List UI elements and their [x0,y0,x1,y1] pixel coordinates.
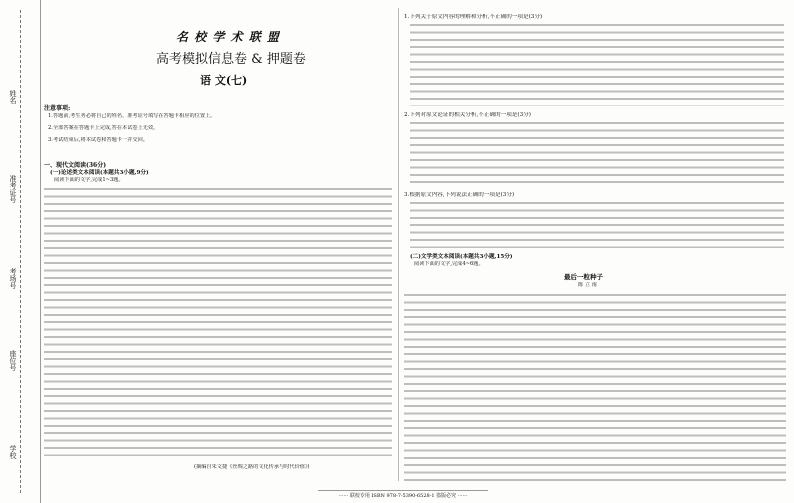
section2-sub: (二)文学类文本阅读(本题共3小题,15分) [410,254,513,260]
footer-publisher: ······ 联校专用 ISBN 978-7-5390-6528-1 盗版必究 ······ [318,490,488,501]
question-2: 2.下列对原文论证的相关分析,不正确的一项是(3分) [404,112,531,118]
question-1-options [410,22,784,106]
section1-heading: 一、现代文阅读(36分) [44,162,107,169]
passage-source: (摘编自朱文捷《丝绸之路的文化传承与时代价值》) [194,464,310,470]
note-item: 3.考试结束后,将本试卷和答题卡一并交回。 [48,137,148,143]
question-1: 1.下列关于原文内容的理解和分析,不正确的一项是(3分) [404,14,543,20]
question-2-options [410,120,784,186]
binding-label-exam-no: 准考证号 [9,175,17,203]
exam-title: 高考模拟信息卷 & 押题卷 [156,52,306,67]
column-divider [398,8,399,481]
section1-sub1: (一)论述类文本阅读(本题共3小题,9分) [50,170,149,176]
cut-line [20,10,21,493]
notes-heading: 注意事项: [44,105,71,112]
binding-label-room: 考场号 [9,268,17,289]
question-3: 3.根据原文内容,下列说法正确的一项是(3分) [404,192,515,198]
league-title: 名 校 学 术 联 盟 [176,30,280,44]
question-3-options [410,200,784,248]
section1-instruction: 阅读下面的文字,完成1~3题。 [54,177,124,183]
passage-text [44,186,392,456]
story-title: 最后一粒种子 [564,273,603,281]
note-item: 2.全部答案在答题卡上完成,答在本试卷上无效。 [48,125,159,131]
binding-label-seat: 座位号 [9,350,17,371]
subject-title: 语 文(七) [200,74,248,87]
binding-label-name: 姓名 [9,90,17,104]
story-author: 陈 立 南 [578,282,597,288]
section2-instruction: 阅读下面的文字,完成4~6题。 [414,261,484,267]
story-text [404,292,786,482]
note-item: 1.答题前,考生务必将自己的姓名、准考证号填写在答题卡相应的位置上。 [48,113,216,119]
binding-strip [0,0,41,503]
binding-label-school: 学校 [9,445,17,459]
